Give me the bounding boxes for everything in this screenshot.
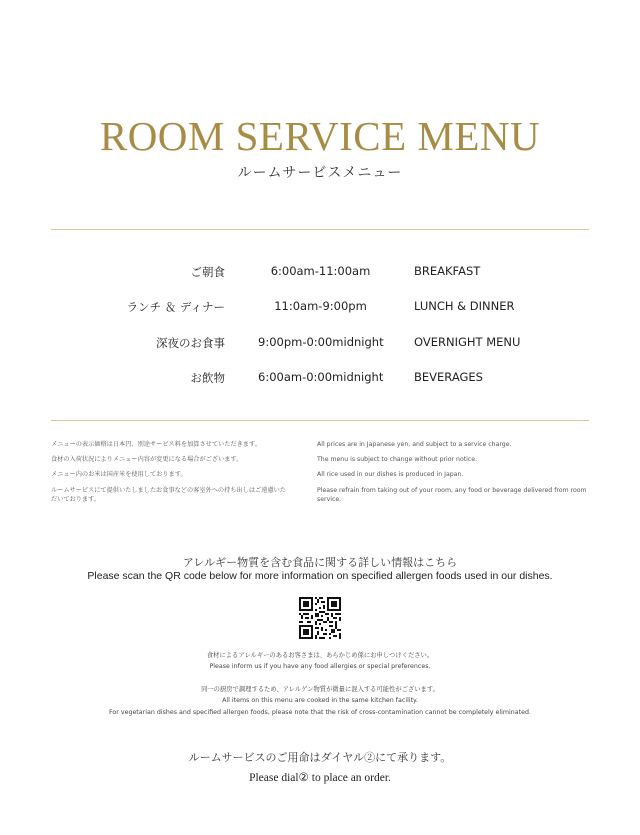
divider-middle <box>51 420 589 421</box>
notes-japanese <box>51 437 291 504</box>
meal-name-ja: 深夜のお食事 <box>156 336 225 350</box>
page-subtitle: ルームサービスメニュー <box>237 165 403 181</box>
note-en: Please refrain from taking out of your room, any food or beverage delivered from room service. <box>317 487 587 503</box>
hours-row-beverages <box>0 370 640 390</box>
note-en: The menu is subject to change without prior notice. <box>317 456 478 463</box>
allergy-inform-en: Please inform us if you have any food allergies or special preferences. <box>209 663 431 670</box>
meal-name-en: LUNCH & DINNER <box>414 299 515 313</box>
hours-row-overnight <box>0 335 640 355</box>
hours-row-lunch-dinner <box>0 299 640 319</box>
page-title: ROOM SERVICE MENU <box>99 113 541 159</box>
note-en: All rice used in our dishes is produced in Japan. <box>317 471 464 478</box>
meal-time: 9:00pm-0:00midnight <box>258 335 384 349</box>
hours-row-breakfast <box>0 264 640 284</box>
meal-name-ja: ご朝食 <box>190 265 225 279</box>
allergy-inform-ja: 食材によるアレルギーのあるお客さまは、あらかじめ係にお申しつけください。 <box>206 652 434 659</box>
meal-name-en: BREAKFAST <box>414 264 481 278</box>
meal-time: 6:00am-11:00am <box>270 264 371 278</box>
allergen-heading-en: Please scan the QR code below for more information on specified allergen foods used in our dishes. <box>87 570 553 582</box>
note-ja: メニューの表示価格は日本円、別途サービス料を加算させていただきます。 <box>51 441 261 448</box>
meal-time: 6:00am-0:00midnight <box>258 370 384 384</box>
kitchen-note-ja: 同一の厨房で調理するため、アレルゲン物質が微量に混入する可能性がございます。 <box>201 686 439 693</box>
note-en: All prices are in Japanese yen, and subject to a service charge. <box>317 441 512 448</box>
allergen-heading-ja: アレルギー物質を含む食品に関する詳しい情報はこちら <box>182 556 458 569</box>
divider-top <box>51 229 589 230</box>
meal-time: 11:0am-9:00pm <box>274 299 367 313</box>
note-ja: メニュー内のお米は国産米を使用しております。 <box>51 471 187 478</box>
notes-english <box>317 437 592 504</box>
order-instructions-ja: ルームサービスのご用命はダイヤル②にて承ります。 <box>188 751 452 764</box>
meal-name-en: BEVERAGES <box>414 370 483 384</box>
meal-name-ja: ランチ ＆ ディナー <box>126 300 225 314</box>
cross-contamination-note-en: For vegetarian dishes and specified allergen foods, please note that the risk of cross-contamination cannot be completely eliminated. <box>109 709 531 716</box>
meal-name-en: OVERNIGHT MENU <box>414 335 521 349</box>
order-instructions-en: Please dial② to place an order. <box>249 772 391 784</box>
note-ja: 食材の入荷状況によりメニュー内容が変更になる場合がございます。 <box>51 456 243 463</box>
note-ja: ルームサービスにて提供いたしましたお食事などの客室外への持ち出しはご遠慮いただいております。 <box>51 487 286 503</box>
meal-name-ja: お飲物 <box>190 371 225 385</box>
qr-code-icon[interactable] <box>299 597 341 639</box>
kitchen-note-en: All items on this menu are cooked in the same kitchen facility. <box>222 697 418 704</box>
